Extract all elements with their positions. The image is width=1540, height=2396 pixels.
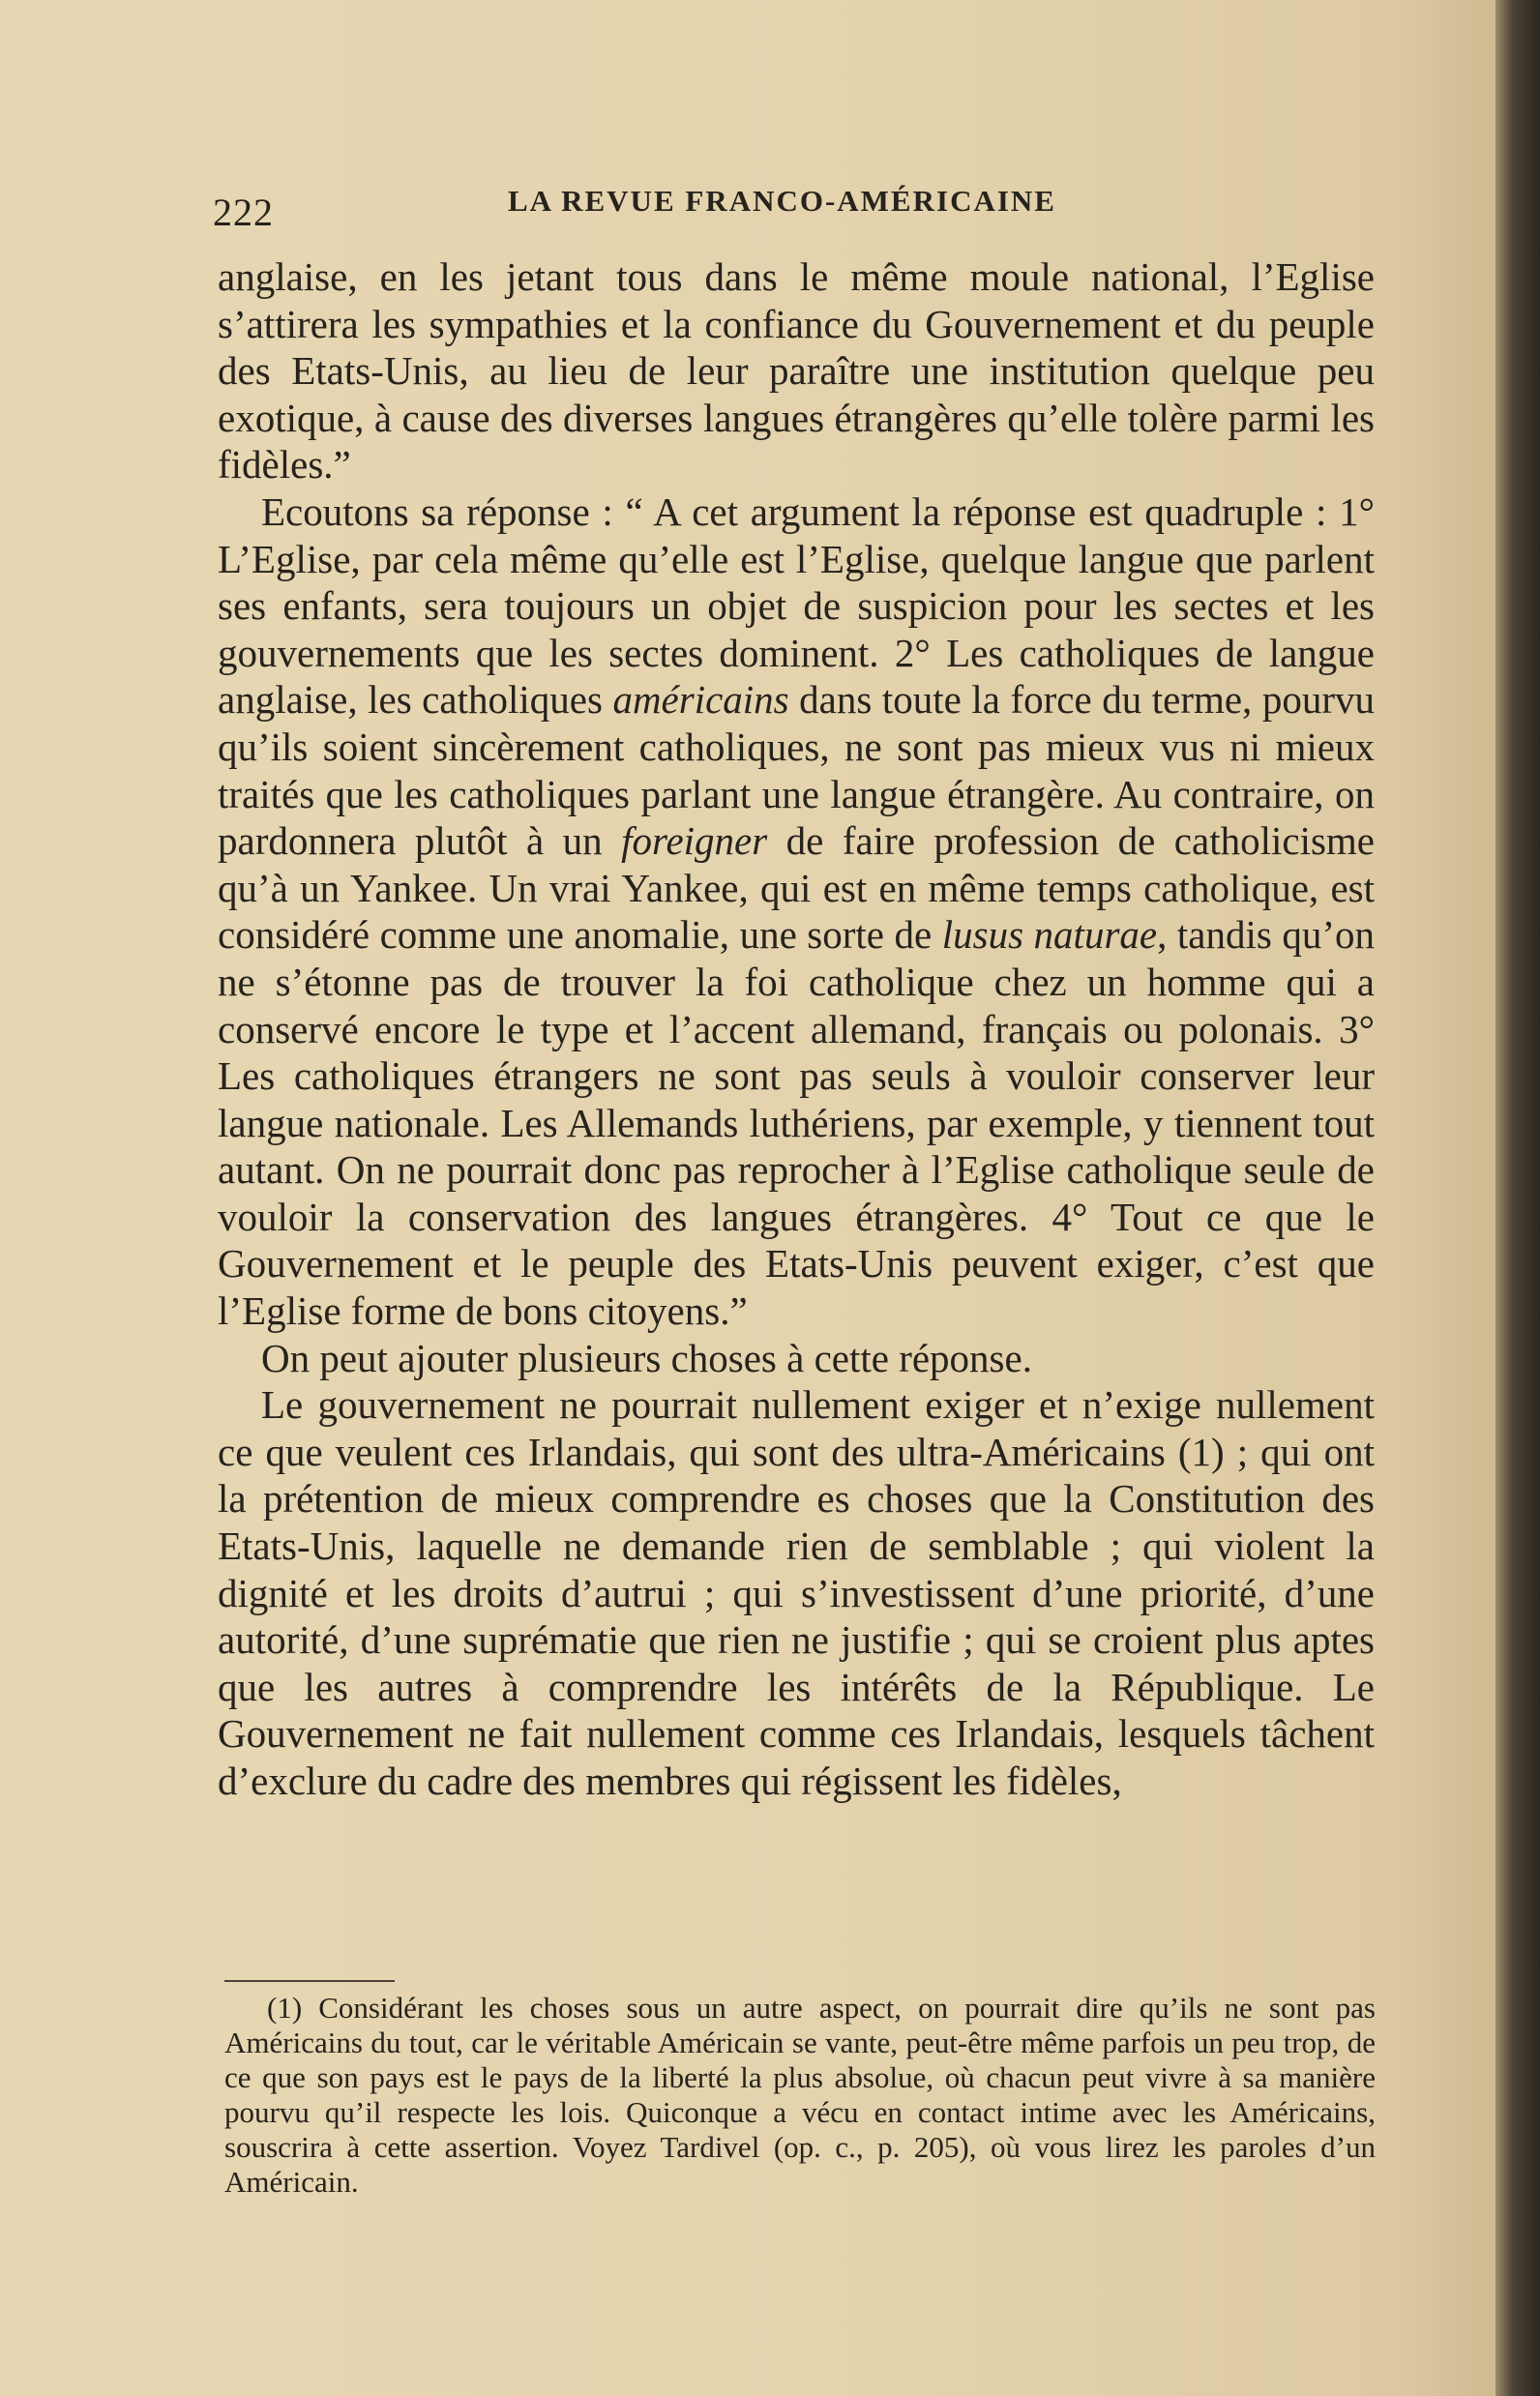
italic-americains: américains: [612, 677, 789, 723]
italic-lusus-naturae: lusus naturae: [941, 912, 1158, 958]
italic-foreigner: foreigner: [621, 818, 768, 864]
page-number: 222: [213, 191, 274, 234]
footnote-rule: [224, 1980, 395, 1982]
running-title: LA REVUE FRANCO-AMÉRICAINE: [508, 184, 1056, 218]
book-spine-shadow: [1496, 0, 1540, 2396]
body-text: [218, 253, 1375, 1805]
paragraph-2-part-b: dans toute la force du terme, pourvu qu’ils soient sincèrement catholiques, ne sont pas mieux vus ni mieux traités que les catholiques parlant une langue étrangère. Au contraire, on pardonnera plutôt à un: [218, 677, 1375, 864]
paragraph-1: anglaise, en les jetant tous dans le même moule national, l’Eglise s’attirera les sympathies et la confiance du Gouvernement et du peuple des Etats-Unis, au lieu de leur paraître une institution quelque peu exotique, à cause des diverses langues étrangères qu’elle tolère parmi les fidèles.”: [218, 254, 1375, 488]
paragraph-3: On peut ajouter plusieurs choses à cette réponse.: [261, 1335, 1032, 1380]
paragraph-4: Le gouvernement ne pourrait nullement exiger et n’exige nullement ce que veulent ces Irlandais, qui sont des ultra-Américains (1) ; qui ont la prétention de mieux comprendre es choses que la Constitution des Etats-Unis, laquelle ne demande rien de semblable ; qui violent la dignité et les droits d’autrui ; qui s’investissent d’une priorité, d’une autorité, d’une suprématie que rien ne justifie ; qui se croient plus aptes que les autres à comprendre les intérêts de la République. Le Gouvernement ne fait nullement comme ces Irlandais, lesquels tâchent d’exclure du cadre des membres qui régissent les fidèles,: [218, 1382, 1375, 1803]
paragraph-2: [218, 488, 1375, 1335]
paragraph-2-part-c: de faire profession de catholicisme qu’à un Yankee. Un vrai Yankee, qui est en même temps catholique, est considéré comme une anomalie, une sorte de: [218, 818, 1376, 958]
footnote: [224, 1991, 1376, 2200]
paragraph-2-part-d: , tandis qu’on ne s’étonne pas de trouver la foi catholique chez un homme qui a conservé encore le type et l’accent allemand, français ou polonais. 3° Les catholiques étrangers ne sont pas seuls à vouloir conserver leur langue nationale. Les Allemands luthériens, par exemple, y tiennent tout autant. On ne pourrait donc pas reprocher à l’Eglise catholique seule de vouloir la conservation des langues étrangères. 4° Tout ce que le Gouvernement et le peuple des Etats-Unis peuvent exiger, c’est que l’Eglise forme de bons citoyens.”: [218, 912, 1375, 1334]
page-header: [213, 184, 1354, 242]
footnote-text: (1) Considérant les choses sous un autre aspect, on pourrait dire qu’ils ne sont pas Américains du tout, car le véritable Américain se vante, peut-être même parfois un peu trop, de ce que son pays est le pays de la liberté la plus absolue, où chacun peut vivre à sa manière pourvu qu’il respecte les lois. Quiconque a vécu en contact intime avec les Américains, souscrira à cette assertion. Voyez Tardivel (op. c., p. 205), où vous lirez les paroles d’un Américain.: [224, 1991, 1376, 2199]
paragraph-2-part-a: Ecoutons sa réponse : “ A cet argument la réponse est quadruple : 1° L’Eglise, par cela même qu’elle est l’Eglise, quelque langue que parlent ses enfants, sera toujours un objet de suspicion pour les sectes et les gouvernements que les sectes dominent. 2° Les catholiques de langue anglaise, les catholiques: [218, 488, 1375, 723]
